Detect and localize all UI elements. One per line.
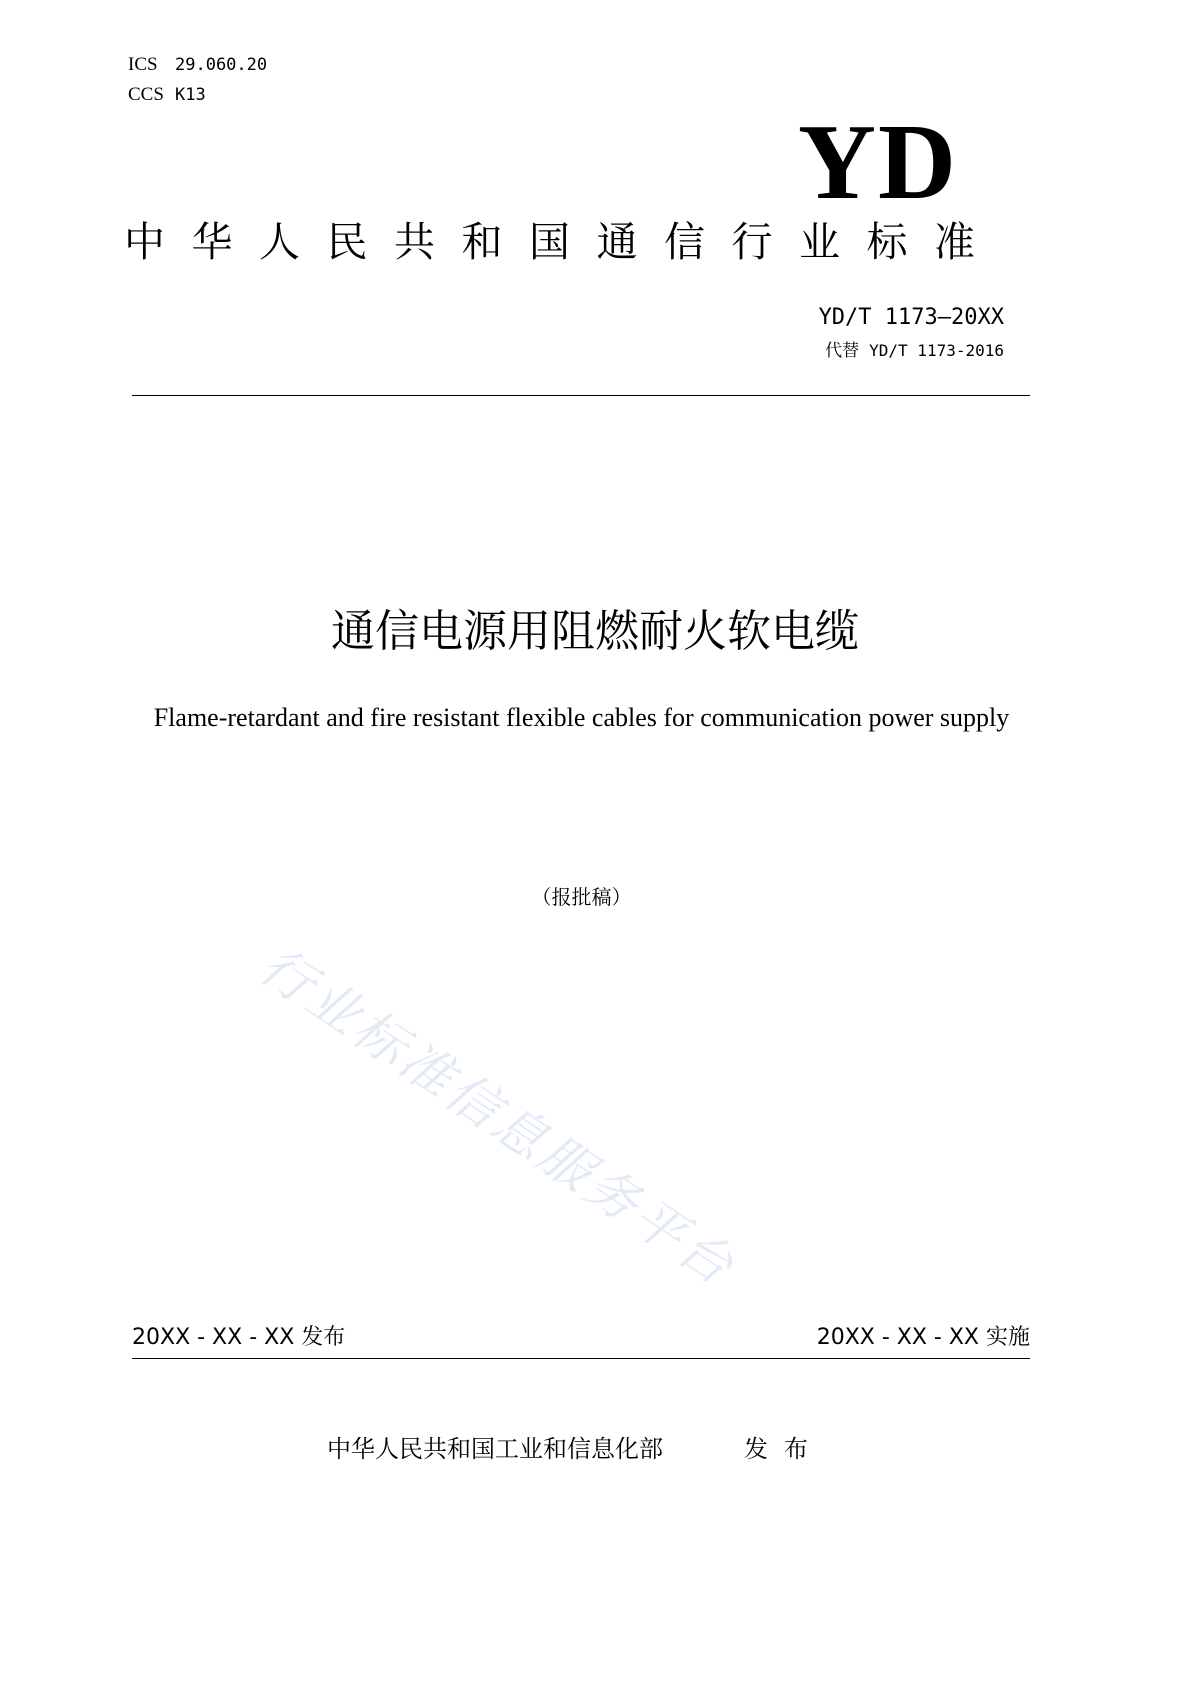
ics-line [128,54,267,76]
watermark-text: 行业标准信息服务平台 [248,936,747,1299]
issuing-authority: 中华人民共和国工业和信息化部 [327,1435,663,1463]
ics-label: ICS [128,54,158,75]
ccs-line [128,84,206,106]
implement-date: 20XX - XX - XX 实施 [816,1325,1030,1350]
document-title-english: Flame-retardant and fire resistant flexible cables for communication power supply [153,703,1010,732]
replaces-value: YD/T 1173-2016 [869,341,1004,360]
yd-logo-mark: YD [798,103,958,222]
replaces-label: 代替 [825,341,860,361]
ics-value: 29.060.20 [175,55,268,75]
ccs-label: CCS [128,84,164,105]
replaces-line [825,338,1004,364]
ccs-value: K13 [175,85,206,105]
draft-status: （报批稿） [531,885,632,909]
industry-standard-title: 中华人民共和国通信行业标准 [124,218,1002,266]
document-title-chinese: 通信电源用阻燃耐火软电缆 [331,606,859,657]
bottom-divider [132,1358,1030,1359]
publish-date: 20XX - XX - XX 发布 [132,1325,346,1350]
top-divider [132,395,1030,396]
issue-word: 发布 [744,1435,824,1463]
standard-number: YD/T 1173—20XX [818,305,1004,330]
